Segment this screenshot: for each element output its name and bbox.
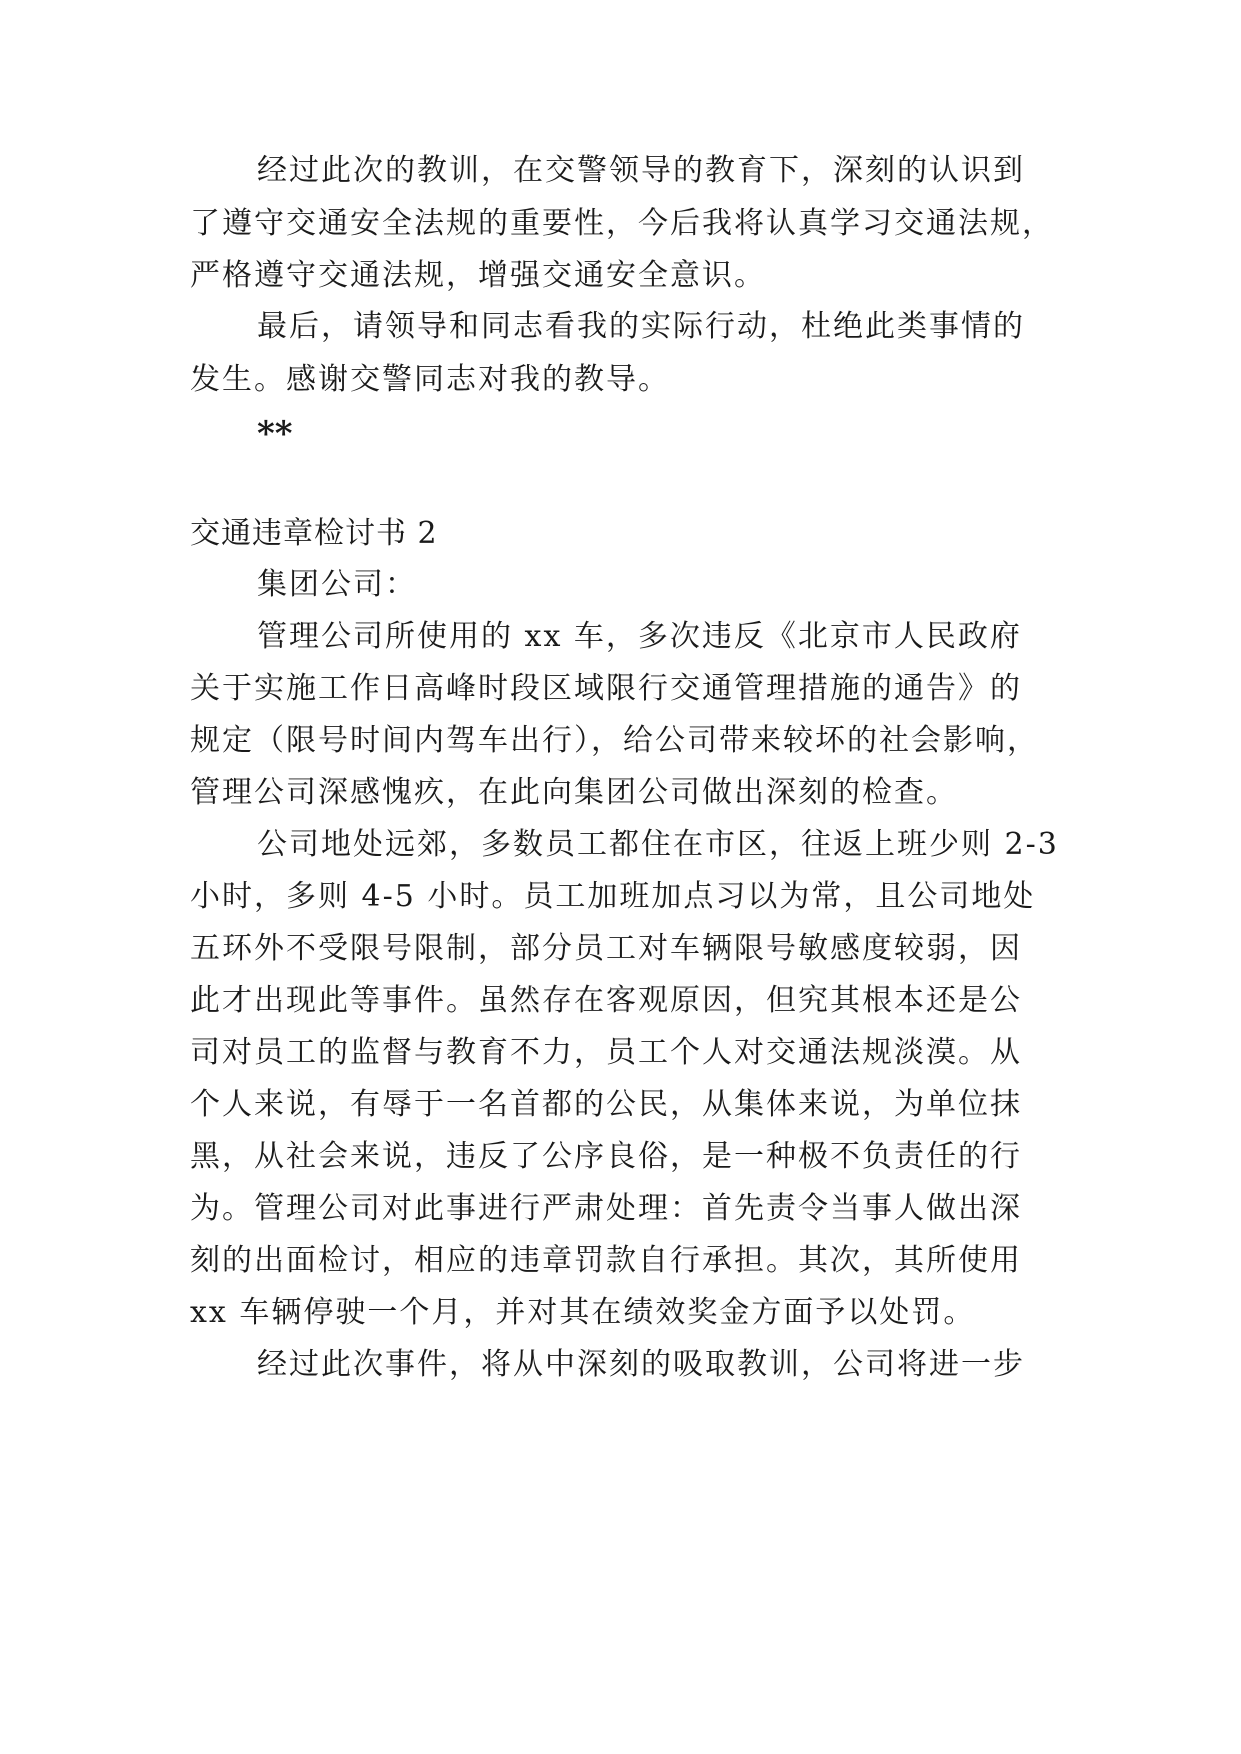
paragraph-line: 为。管理公司对此事进行严肃处理：首先责令当事人做出深 bbox=[190, 1191, 1022, 1226]
paragraph-line: 此才出现此等事件。虽然存在客观原因，但究其根本还是公 bbox=[190, 983, 1022, 1018]
paragraph-line: 黑，从社会来说，违反了公序良俗，是一种极不负责任的行 bbox=[190, 1139, 1022, 1174]
paragraph-line: 小时，多则 4-5 小时。员工加班加点习以为常，且公司地处 bbox=[190, 879, 1036, 914]
paragraph-line: 最后，请领导和同志看我的实际行动，杜绝此类事情的 bbox=[257, 309, 1025, 344]
paragraph-line: 公司地处远郊，多数员工都住在市区，往返上班少则 2-3 bbox=[257, 827, 1059, 862]
paragraph-line: 关于实施工作日高峰时段区域限行交通管理措施的通告》的 bbox=[190, 671, 1022, 706]
section-title: 交通违章检讨书 2 bbox=[190, 516, 438, 551]
paragraph-line: 经过此次的教训，在交警领导的教育下，深刻的认识到 bbox=[257, 153, 1025, 188]
paragraph-line: 刻的出面检讨，相应的违章罚款自行承担。其次，其所使用 bbox=[190, 1243, 1022, 1278]
paragraph-line: 司对员工的监督与教育不力，员工个人对交通法规淡漠。从 bbox=[190, 1035, 1022, 1070]
salutation: 集团公司： bbox=[257, 567, 417, 602]
paragraph-line: 发生。感谢交警同志对我的教导。 bbox=[190, 362, 670, 397]
paragraph-line: 管理公司深感愧疚，在此向集团公司做出深刻的检查。 bbox=[190, 775, 958, 810]
paragraph-line: 五环外不受限号限制，部分员工对车辆限号敏感度较弱，因 bbox=[190, 931, 1022, 966]
paragraph-line: 管理公司所使用的 xx 车，多次违反《北京市人民政府 bbox=[257, 619, 1022, 654]
paragraph-line: 了遵守交通安全法规的重要性，今后我将认真学习交通法规， bbox=[190, 206, 1054, 241]
paragraph-line: 个人来说，有辱于一名首都的公民，从集体来说，为单位抹 bbox=[190, 1087, 1022, 1122]
paragraph-line: 经过此次事件，将从中深刻的吸取教训，公司将进一步 bbox=[257, 1347, 1025, 1382]
paragraph-line: 严格遵守交通法规，增强交通安全意识。 bbox=[190, 258, 766, 293]
paragraph-line: 规定（限号时间内驾车出行），给公司带来较坏的社会影响， bbox=[190, 723, 1039, 758]
paragraph-line: xx 车辆停驶一个月，并对其在绩效奖金方面予以处罚。 bbox=[190, 1295, 976, 1330]
signature-mark: ** bbox=[257, 414, 293, 454]
